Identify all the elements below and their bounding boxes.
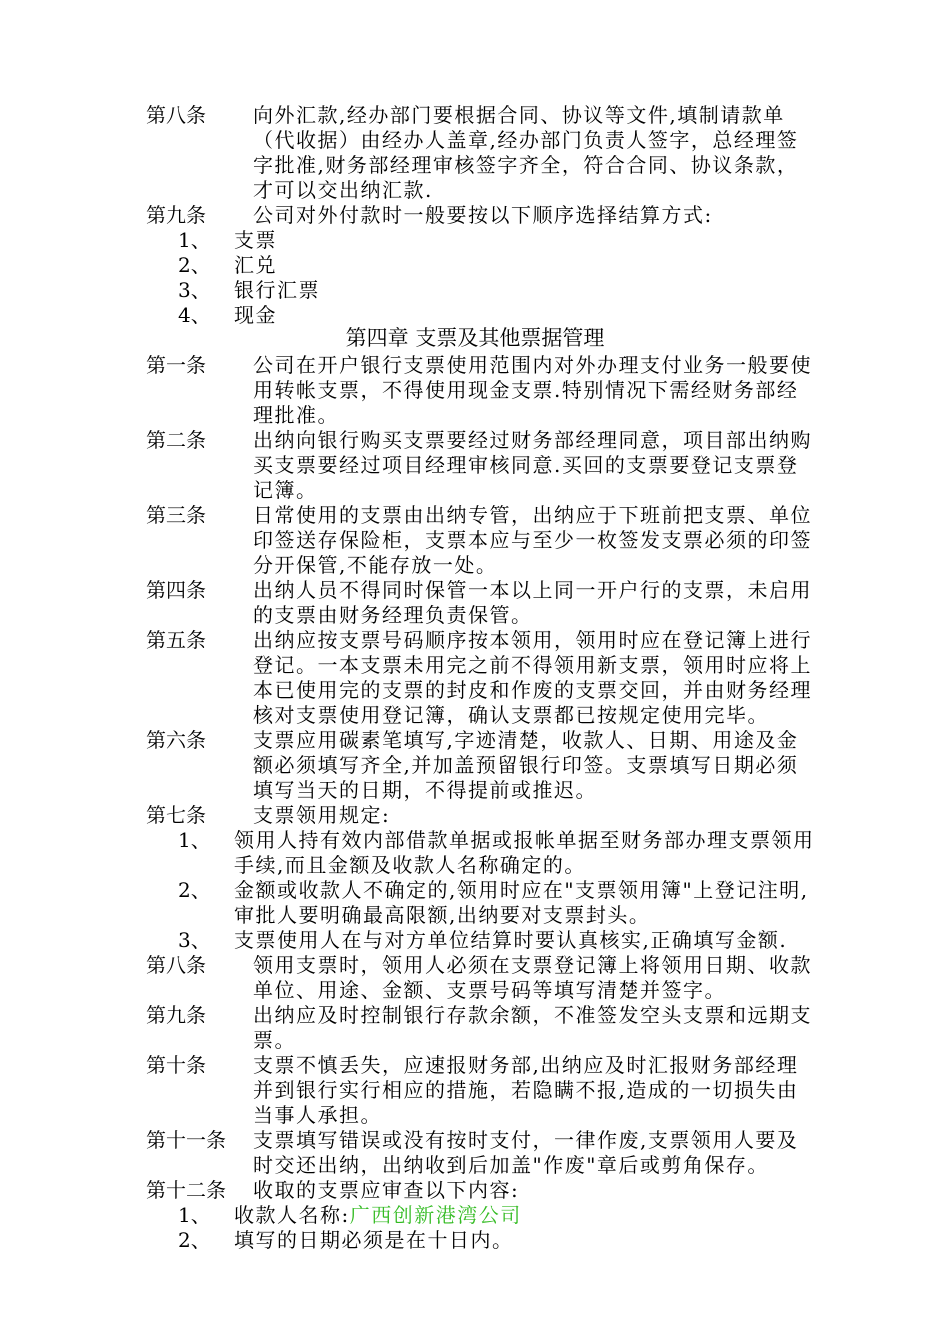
list-number: 1、 bbox=[178, 1203, 211, 1227]
article-label: 第九条 bbox=[146, 203, 206, 227]
article-text: 公司在开户银行支票使用范围内对外办理支付业务一般要使 bbox=[253, 353, 812, 377]
article-text: 本已使用完的支票的封皮和作废的支票交回，并由财务经理 bbox=[253, 678, 812, 702]
list-number: 2、 bbox=[178, 1228, 211, 1252]
article-label: 第八条 bbox=[146, 953, 206, 977]
article-label: 第十条 bbox=[146, 1053, 206, 1077]
article-text: 出纳应及时控制银行存款余额，不准签发空头支票和远期支 bbox=[253, 1003, 812, 1027]
list-number: 2、 bbox=[178, 253, 211, 277]
list-item: 手续,而且金额及收款人名称确定的。 bbox=[234, 853, 586, 877]
article-text: 分开保管,不能存放一处。 bbox=[253, 553, 498, 577]
article-text: 单位、用途、金额、支票号码等填写清楚并签字。 bbox=[253, 978, 726, 1002]
article-label: 第二条 bbox=[146, 428, 206, 452]
article-text: 向外汇款,经办部门要根据合同、协议等文件,填制请款单 bbox=[253, 103, 785, 127]
list-item: 银行汇票 bbox=[234, 278, 320, 302]
article-text: 票。 bbox=[253, 1028, 296, 1052]
article-label: 第三条 bbox=[146, 503, 206, 527]
list-number: 3、 bbox=[178, 278, 211, 302]
article-text: 收取的支票应审查以下内容: bbox=[253, 1178, 520, 1202]
list-number: 1、 bbox=[178, 228, 211, 252]
chapter-heading: 第四章 支票及其他票据管理 bbox=[345, 326, 605, 350]
article-text: 买支票要经过项目经理审核同意.买回的支票要登记支票登 bbox=[253, 453, 799, 477]
list-item bbox=[234, 1202, 522, 1228]
article-label: 第十二条 bbox=[146, 1178, 226, 1202]
article-text: 用转帐支票，不得使用现金支票.特别情况下需经财务部经 bbox=[253, 378, 799, 402]
article-text: 支票不慎丢失，应速报财务部,出纳应及时汇报财务部经理 bbox=[253, 1053, 799, 1077]
article-text: 时交还出纳，出纳收到后加盖"作废"章后或剪角保存。 bbox=[253, 1153, 769, 1177]
article-text: 日常使用的支票由出纳专管，出纳应于下班前把支票、单位 bbox=[253, 503, 812, 527]
article-label: 第六条 bbox=[146, 728, 206, 752]
list-item: 支票 bbox=[234, 228, 277, 252]
article-label: 第五条 bbox=[146, 628, 206, 652]
article-label: 第四条 bbox=[146, 578, 206, 602]
article-text: 填写当天的日期，不得提前或推迟。 bbox=[253, 778, 597, 802]
article-text: 字批准,财务部经理审核签字齐全，符合合同、协议条款， bbox=[253, 153, 799, 177]
article-text: 支票领用规定: bbox=[253, 803, 391, 827]
article-text: （代收据）由经办人盖章,经办部门负责人签字，总经理签 bbox=[253, 128, 799, 152]
article-label: 第十一条 bbox=[146, 1128, 226, 1152]
list-number: 3、 bbox=[178, 928, 211, 952]
article-text: 额必须填写齐全,并加盖预留银行印签。支票填写日期必须 bbox=[253, 753, 799, 777]
article-text: 公司对外付款时一般要按以下顺序选择结算方式: bbox=[253, 203, 713, 227]
article-label: 第七条 bbox=[146, 803, 206, 827]
list-item: 领用人持有效内部借款单据或报帐单据至财务部办理支票领用 bbox=[234, 828, 815, 852]
article-label: 第八条 bbox=[146, 103, 206, 127]
article-text: 核对支票使用登记簿，确认支票都已按规定使用完毕。 bbox=[253, 703, 769, 727]
article-text: 出纳人员不得同时保管一本以上同一开户行的支票，未启用 bbox=[253, 578, 812, 602]
list-item: 审批人要明确最高限额,出纳要对支票封头。 bbox=[234, 903, 651, 927]
article-label: 第九条 bbox=[146, 1003, 206, 1027]
list-item: 汇兑 bbox=[234, 253, 277, 277]
article-text: 出纳应按支票号码顺序按本领用，领用时应在登记簿上进行 bbox=[253, 628, 812, 652]
list-item: 金额或收款人不确定的,领用时应在"支票领用簿"上登记注明, bbox=[234, 878, 809, 902]
article-text: 领用支票时，领用人必须在支票登记簿上将领用日期、收款 bbox=[253, 953, 812, 977]
article-text: 才可以交出纳汇款. bbox=[253, 178, 433, 202]
article-text: 理批准。 bbox=[253, 403, 339, 427]
article-text: 支票应用碳素笔填写,字迹清楚，收款人、日期、用途及金 bbox=[253, 728, 799, 752]
article-text: 支票填写错误或没有按时支付，一律作废,支票领用人要及 bbox=[253, 1128, 799, 1152]
list-item: 现金 bbox=[234, 303, 277, 327]
article-text: 记簿。 bbox=[253, 478, 318, 502]
article-label: 第一条 bbox=[146, 353, 206, 377]
article-text: 当事人承担。 bbox=[253, 1103, 382, 1127]
list-number: 1、 bbox=[178, 828, 211, 852]
list-item: 支票使用人在与对方单位结算时要认真核实,正确填写金额. bbox=[234, 928, 788, 952]
article-text: 并到银行实行相应的措施，若隐瞒不报,造成的一切损失由 bbox=[253, 1078, 799, 1102]
article-text: 登记。一本支票未用完之前不得领用新支票，领用时应将上 bbox=[253, 653, 812, 677]
highlighted-value: 广西创新港湾公司 bbox=[349, 1203, 522, 1227]
article-text: 出纳向银行购买支票要经过财务部经理同意，项目部出纳购 bbox=[253, 428, 812, 452]
article-text: 印签送存保险柜，支票本应与至少一枚签发支票必须的印签 bbox=[253, 528, 812, 552]
field-label: 收款人名称: bbox=[234, 1203, 350, 1227]
list-number: 2、 bbox=[178, 878, 211, 902]
list-item: 填写的日期必须是在十日内。 bbox=[234, 1228, 514, 1252]
list-number: 4、 bbox=[178, 303, 211, 327]
article-text: 的支票由财务经理负责保管。 bbox=[253, 603, 533, 627]
